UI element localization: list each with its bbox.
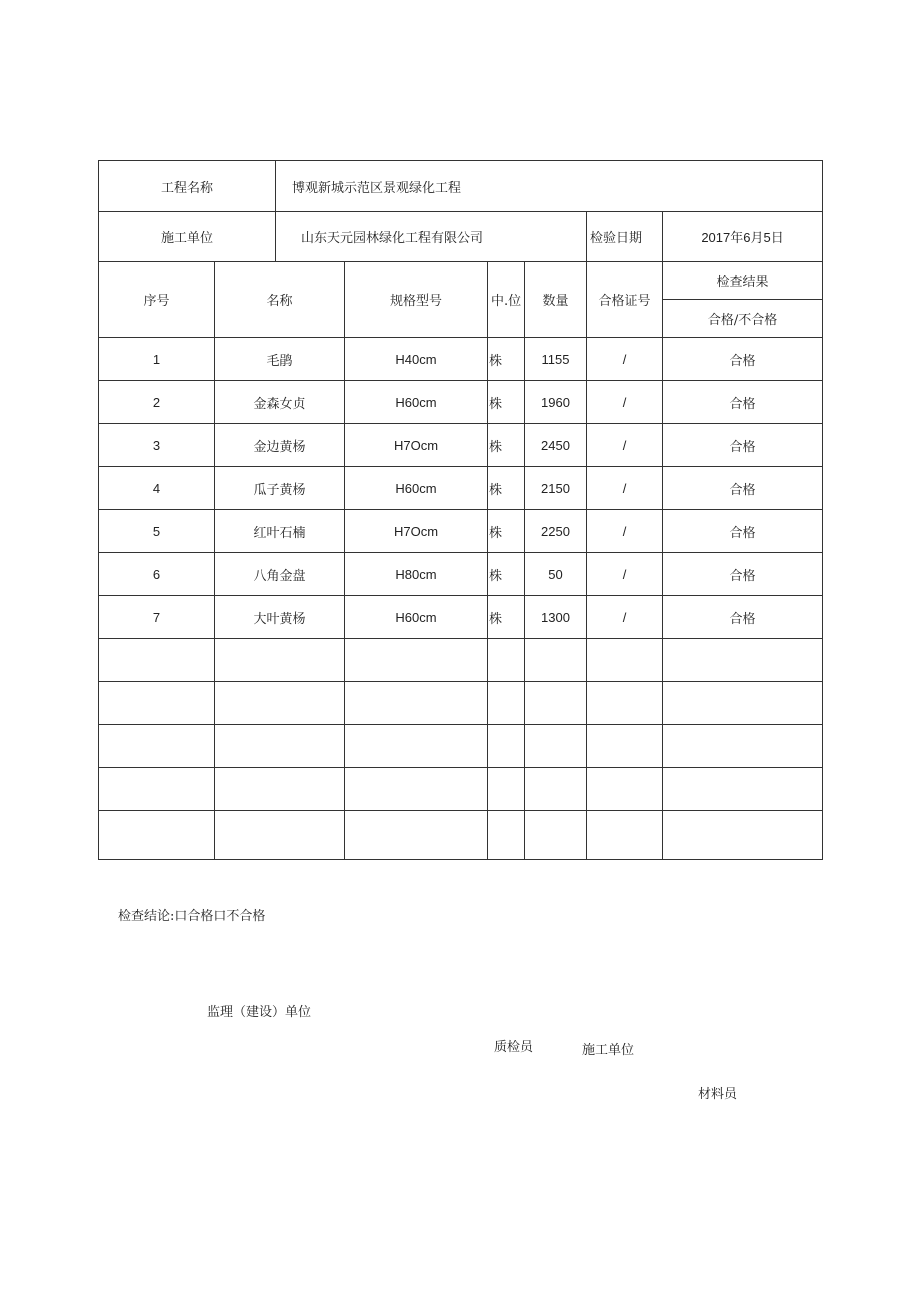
empty-row xyxy=(99,811,823,860)
table-row xyxy=(99,467,823,510)
row-name-cell xyxy=(215,811,345,860)
row-spec-cell: H40cm xyxy=(345,338,488,381)
row-spec-cell: H7Ocm xyxy=(345,424,488,467)
row-unit-cell xyxy=(488,811,525,860)
row-result-cell xyxy=(663,768,823,811)
row-spec-cell xyxy=(345,725,488,768)
row-seq-cell: 1 xyxy=(99,338,215,381)
row-cert-cell: / xyxy=(587,467,663,510)
row-qty-cell: 1155 xyxy=(525,338,587,381)
row-seq-cell xyxy=(99,725,215,768)
row-spec-cell: H60cm xyxy=(345,381,488,424)
table-row xyxy=(99,338,823,381)
row-spec-cell: H7Ocm xyxy=(345,510,488,553)
row-seq-cell: 4 xyxy=(99,467,215,510)
row-cert-cell xyxy=(587,682,663,725)
column-header-row xyxy=(99,262,823,300)
row-result-cell xyxy=(663,811,823,860)
row-cert-cell: / xyxy=(587,510,663,553)
row-qty-cell xyxy=(525,725,587,768)
row-qty-cell xyxy=(525,639,587,682)
row-cert-cell xyxy=(587,768,663,811)
row-cert-cell: / xyxy=(587,381,663,424)
row-unit-cell: 株 xyxy=(488,381,525,424)
row-qty-cell xyxy=(525,811,587,860)
row-cert-cell xyxy=(587,811,663,860)
project-row xyxy=(99,161,823,212)
row-unit-cell: 株 xyxy=(488,510,525,553)
row-qty-cell: 1960 xyxy=(525,381,587,424)
row-name-cell: 大叶黄杨 xyxy=(215,596,345,639)
row-qty-cell: 2150 xyxy=(525,467,587,510)
row-result-cell: 合格 xyxy=(663,424,823,467)
row-qty-cell: 2450 xyxy=(525,424,587,467)
row-seq-cell xyxy=(99,811,215,860)
col-name-header: 名称 xyxy=(215,262,345,338)
row-name-cell: 八角金盘 xyxy=(215,553,345,596)
row-seq-cell xyxy=(99,639,215,682)
row-spec-cell xyxy=(345,768,488,811)
quality-inspector-label: 质检员 xyxy=(494,1040,534,1055)
row-name-cell xyxy=(215,639,345,682)
contractor-label: 施工单位 xyxy=(99,212,276,262)
row-unit-cell: 株 xyxy=(488,338,525,381)
row-qty-cell: 50 xyxy=(525,553,587,596)
empty-row xyxy=(99,639,823,682)
row-cert-cell: / xyxy=(587,424,663,467)
row-qty-cell xyxy=(525,768,587,811)
row-spec-cell: H60cm xyxy=(345,467,488,510)
row-spec-cell xyxy=(345,639,488,682)
date-value: 2017年6月5日 xyxy=(663,212,823,262)
row-spec-cell: H80cm xyxy=(345,553,488,596)
row-seq-cell: 2 xyxy=(99,381,215,424)
row-cert-cell xyxy=(587,725,663,768)
row-name-cell xyxy=(215,725,345,768)
row-qty-cell: 2250 xyxy=(525,510,587,553)
inspection-conclusion: 检查结论:口合格口不合格 xyxy=(118,909,266,924)
table-row xyxy=(99,510,823,553)
row-result-cell: 合格 xyxy=(663,381,823,424)
col-result-header: 检查结果 xyxy=(663,262,823,300)
col-result-subheader: 合格/不合格 xyxy=(663,300,823,338)
row-name-cell: 金边黄杨 xyxy=(215,424,345,467)
table-row xyxy=(99,381,823,424)
col-seq-header: 序号 xyxy=(99,262,215,338)
row-unit-cell xyxy=(488,682,525,725)
row-result-cell xyxy=(663,725,823,768)
row-seq-cell: 3 xyxy=(99,424,215,467)
row-name-cell: 瓜子黄杨 xyxy=(215,467,345,510)
row-result-cell: 合格 xyxy=(663,596,823,639)
inspection-table xyxy=(98,160,823,860)
row-spec-cell xyxy=(345,811,488,860)
table-row xyxy=(99,596,823,639)
row-unit-cell: 株 xyxy=(488,467,525,510)
table-row xyxy=(99,424,823,467)
row-seq-cell xyxy=(99,768,215,811)
row-name-cell: 金森女贞 xyxy=(215,381,345,424)
row-cert-cell: / xyxy=(587,338,663,381)
col-cert-header: 合格证号 xyxy=(587,262,663,338)
row-cert-cell: / xyxy=(587,596,663,639)
table-row xyxy=(99,553,823,596)
row-name-cell xyxy=(215,682,345,725)
col-unit-header: 中.位 xyxy=(488,262,525,338)
row-unit-cell: 株 xyxy=(488,553,525,596)
row-spec-cell: H60cm xyxy=(345,596,488,639)
row-unit-cell xyxy=(488,768,525,811)
row-result-cell: 合格 xyxy=(663,553,823,596)
row-qty-cell: 1300 xyxy=(525,596,587,639)
row-result-cell xyxy=(663,639,823,682)
contractor-value: 山东天元园林绿化工程有限公司 xyxy=(276,212,587,262)
project-value: 博观新城示范区景观绿化工程 xyxy=(276,161,823,212)
row-name-cell: 红叶石楠 xyxy=(215,510,345,553)
row-result-cell: 合格 xyxy=(663,510,823,553)
row-spec-cell xyxy=(345,682,488,725)
empty-row xyxy=(99,768,823,811)
row-name-cell xyxy=(215,768,345,811)
row-unit-cell: 株 xyxy=(488,596,525,639)
project-label: 工程名称 xyxy=(99,161,276,212)
contractor-row xyxy=(99,212,823,262)
row-qty-cell xyxy=(525,682,587,725)
row-unit-cell xyxy=(488,639,525,682)
row-cert-cell: / xyxy=(587,553,663,596)
empty-row xyxy=(99,682,823,725)
row-unit-cell: 株 xyxy=(488,424,525,467)
contractor-signature-label: 施工单位 xyxy=(582,1043,635,1058)
row-unit-cell xyxy=(488,725,525,768)
row-name-cell: 毛鹃 xyxy=(215,338,345,381)
supervisor-unit-label: 监理（建设）单位 xyxy=(207,1005,312,1020)
row-result-cell: 合格 xyxy=(663,467,823,510)
row-seq-cell: 7 xyxy=(99,596,215,639)
row-seq-cell: 6 xyxy=(99,553,215,596)
row-seq-cell: 5 xyxy=(99,510,215,553)
empty-row xyxy=(99,725,823,768)
date-label: 检验日期 xyxy=(587,212,663,262)
col-spec-header: 规格型号 xyxy=(345,262,488,338)
row-seq-cell xyxy=(99,682,215,725)
row-cert-cell xyxy=(587,639,663,682)
materials-officer-label: 材料员 xyxy=(698,1087,738,1102)
row-result-cell: 合格 xyxy=(663,338,823,381)
row-result-cell xyxy=(663,682,823,725)
col-qty-header: 数量 xyxy=(525,262,587,338)
